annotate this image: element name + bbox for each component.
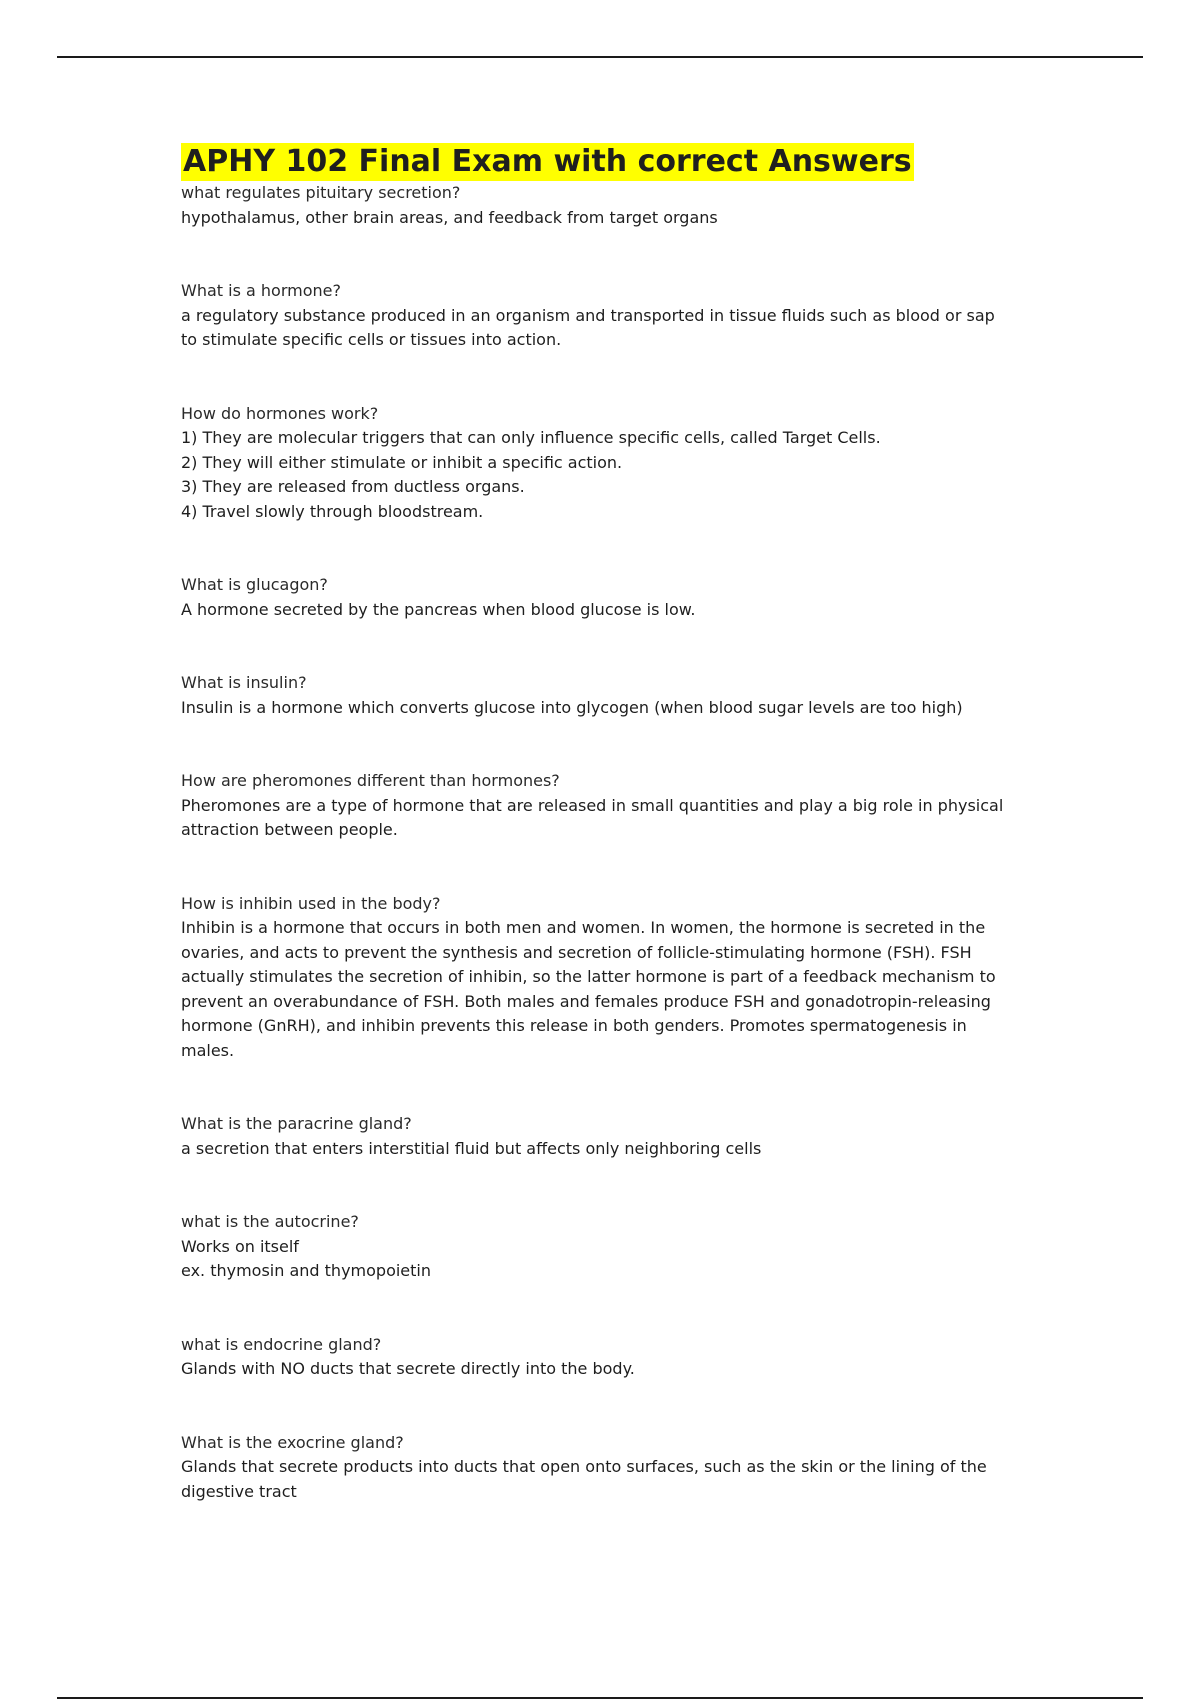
answer-text: Glands that secrete products into ducts that open onto surfaces, such as the skin or the lining of the digestive tract xyxy=(181,1457,987,1501)
question-text: What is insulin? xyxy=(181,673,307,692)
qa-item xyxy=(181,1431,1031,1505)
answer-text: Works on itself ex. thymosin and thymopoietin xyxy=(181,1236,432,1280)
qa-list xyxy=(181,181,1031,1504)
answer-text: Insulin is a hormone which converts glucose into glycogen (when blood sugar levels are too high) xyxy=(181,697,963,717)
answer-text: Inhibin is a hormone that occurs in both men and women. In women, the hormone is secreted in the ovaries, and acts to prevent the synthesis and secretion of follicle-stimulating hormone (FSH). FSH actually stimulates the secretion of inhibin, so the latter hormone is part of a feedback mechanism to prevent an overabundance of FSH. Both males and females produce FSH and gonadotropin-releasing hormone (GnRH), and inhibin prevents this release in both genders. Promotes spermatogenesis in males. xyxy=(181,918,996,1060)
document-title: APHY 102 Final Exam with correct Answers xyxy=(183,144,912,179)
question-text: what regulates pituitary secretion? xyxy=(181,183,461,202)
qa-item xyxy=(181,1112,1031,1161)
question-text: what is the autocrine? xyxy=(181,1212,359,1231)
question-text: How are pheromones different than hormones? xyxy=(181,771,560,790)
qa-item xyxy=(181,573,1031,622)
question-text: How do hormones work? xyxy=(181,403,379,423)
question-text: What is glucagon? xyxy=(181,575,328,594)
top-rule xyxy=(57,56,1143,58)
answer-text: A hormone secreted by the pancreas when blood glucose is low. xyxy=(181,599,696,619)
answer-text: a secretion that enters interstitial fluid but affects only neighboring cells xyxy=(181,1138,762,1158)
question-text: What is a hormone? xyxy=(181,281,341,300)
document-body xyxy=(181,143,1031,1504)
bottom-rule xyxy=(57,1697,1143,1699)
qa-item xyxy=(181,769,1031,843)
question-text: What is the paracrine gland? xyxy=(181,1114,412,1133)
qa-item xyxy=(181,1210,1031,1284)
qa-item xyxy=(181,1333,1031,1382)
qa-item xyxy=(181,402,1031,525)
qa-item xyxy=(181,279,1031,353)
qa-item xyxy=(181,181,1031,230)
question-text: What is the exocrine gland? xyxy=(181,1432,404,1452)
answer-text: hypothalamus, other brain areas, and feedback from target organs xyxy=(181,207,718,227)
answer-text: Pheromones are a type of hormone that are released in small quantities and play a big role in physical attraction between people. xyxy=(181,795,1004,839)
answer-text: 1) They are molecular triggers that can only influence specific cells, called Target Cells. 2) They will either stimulate or inhibit a specific action. 3) They are released from ductless organs. 4) Travel slowly through bloodstream. xyxy=(181,428,881,521)
answer-text: Glands with NO ducts that secrete directly into the body. xyxy=(181,1359,635,1378)
qa-item xyxy=(181,892,1031,1064)
question-text: How is inhibin used in the body? xyxy=(181,893,441,913)
answer-text: a regulatory substance produced in an organism and transported in tissue fluids such as blood or sap to stimulate specific cells or tissues into action. xyxy=(181,305,995,349)
qa-item xyxy=(181,671,1031,720)
question-text: what is endocrine gland? xyxy=(181,1334,382,1354)
